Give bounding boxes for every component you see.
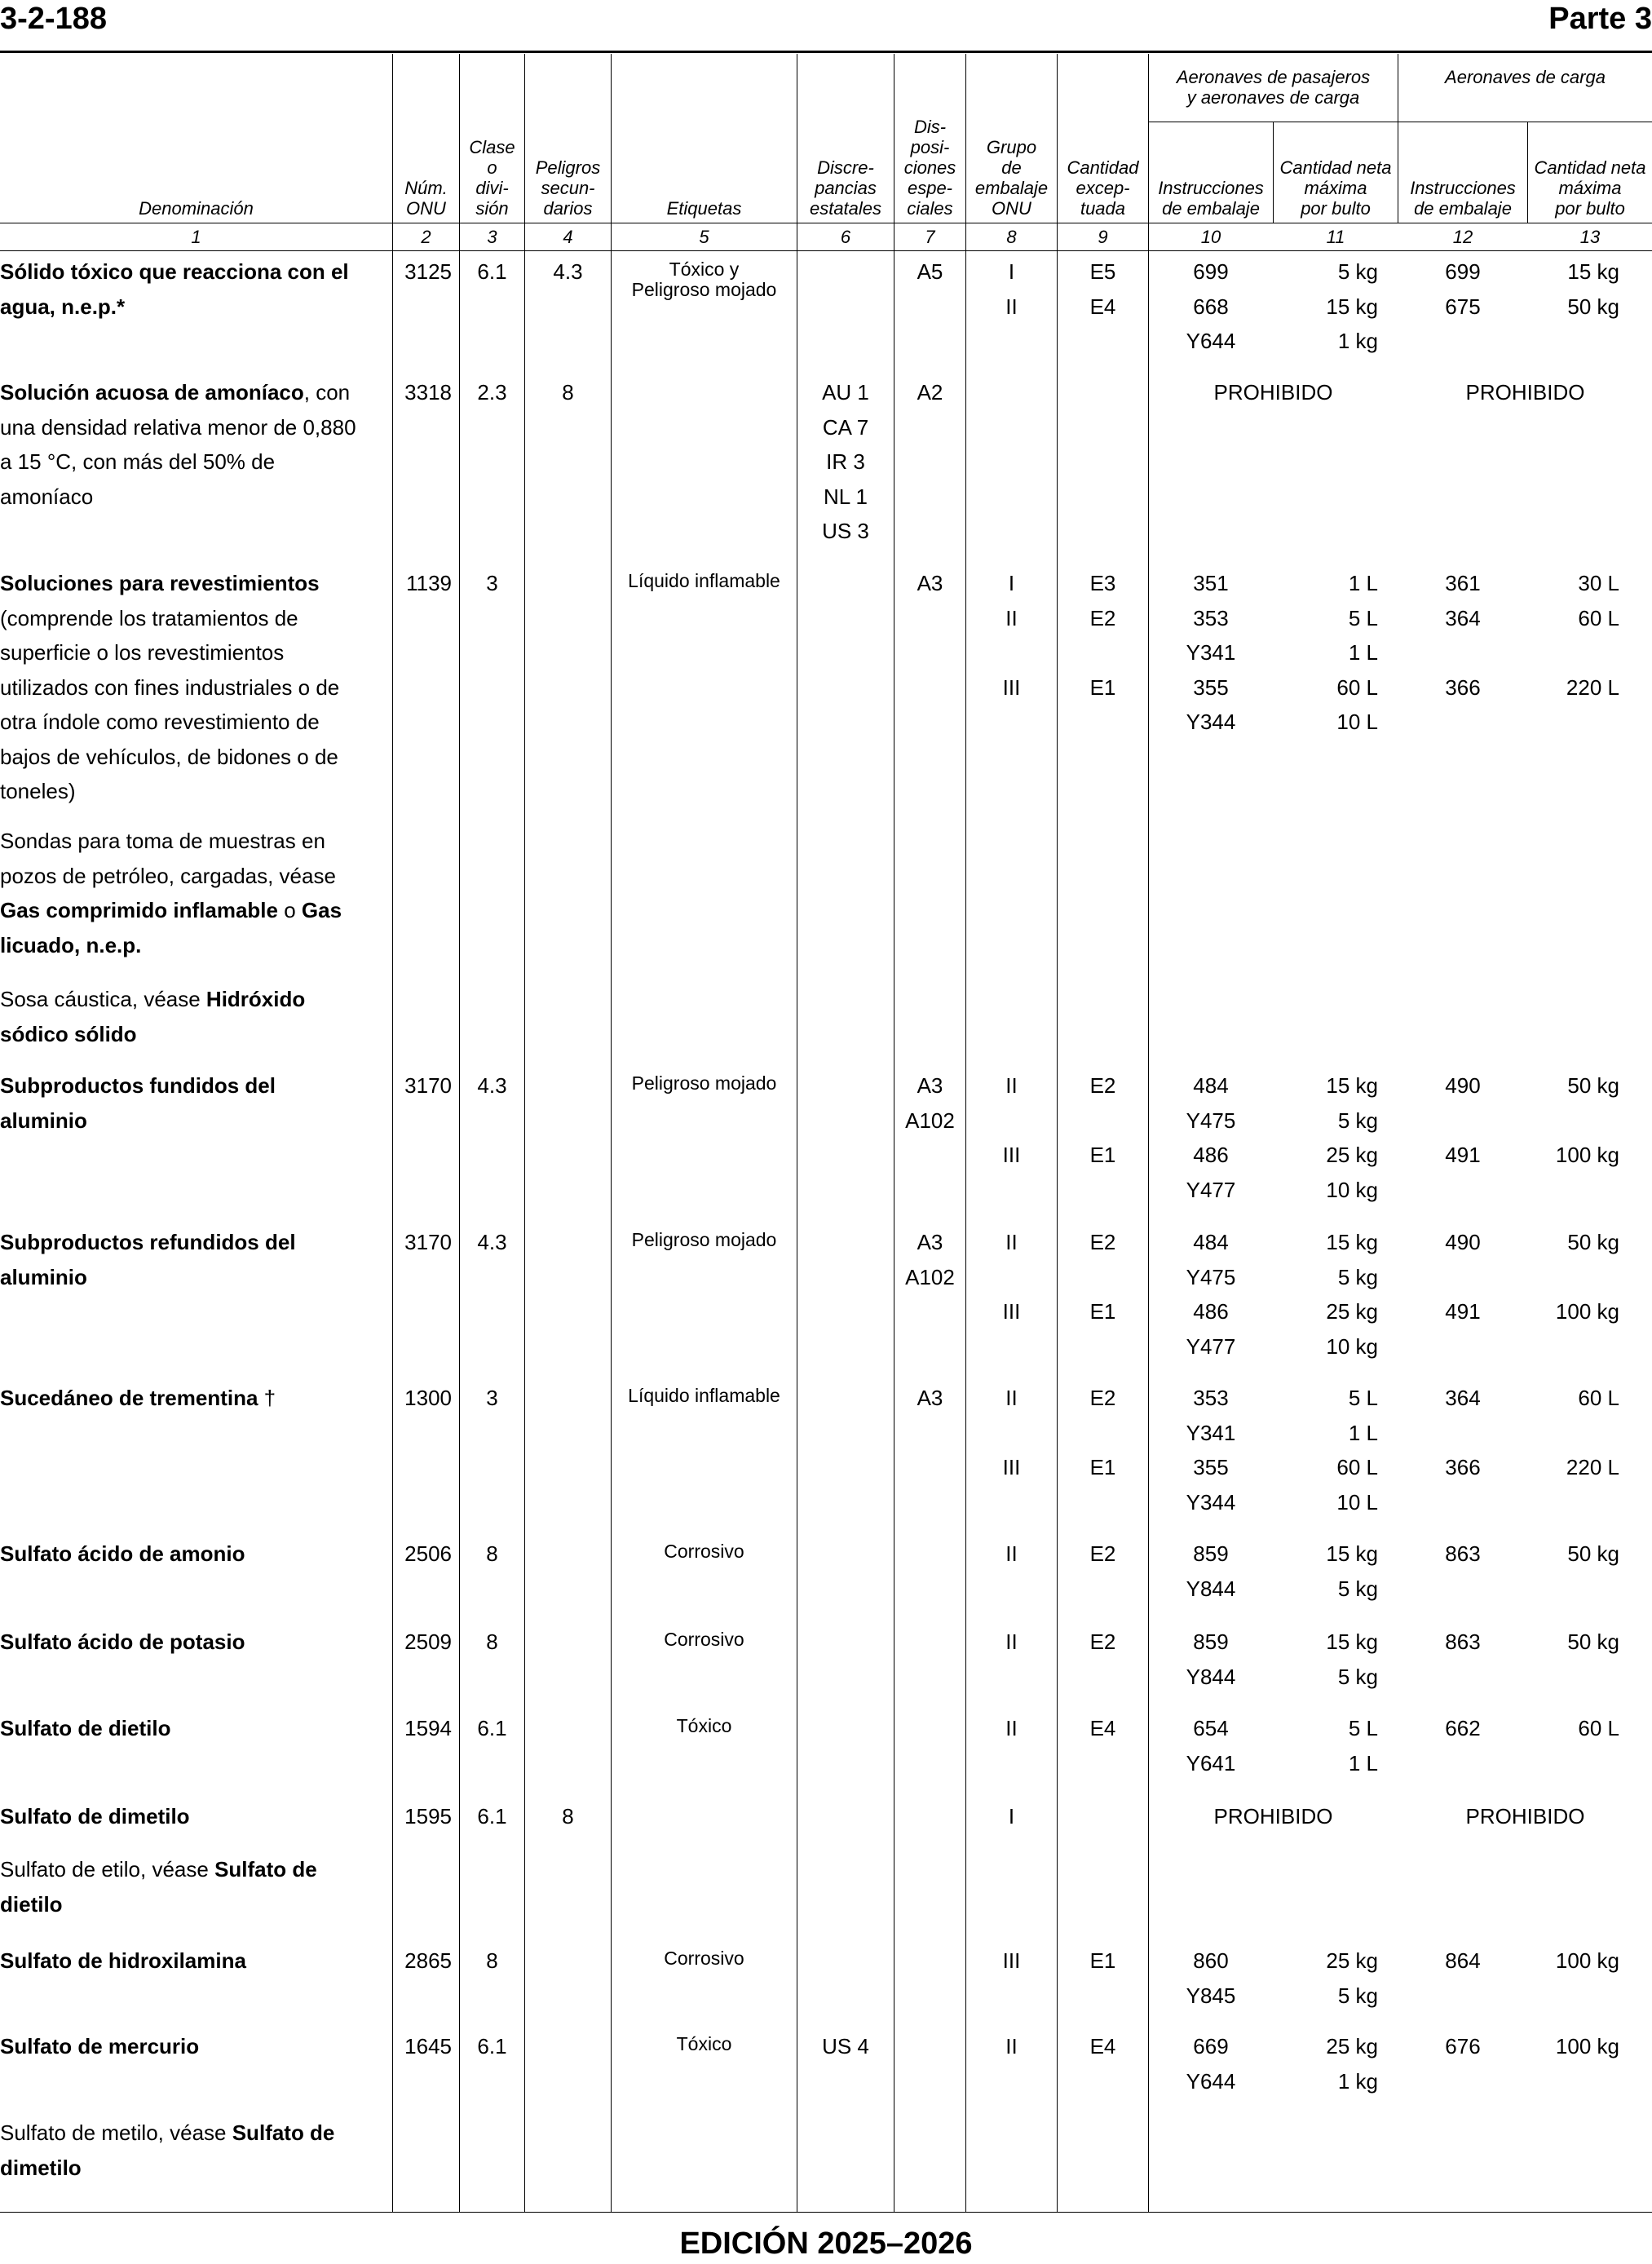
column-number: 13 <box>1579 227 1601 247</box>
column-header-state-variations: Discre- pancias estatales <box>809 157 882 219</box>
un-number: 3170 <box>404 1073 452 1098</box>
cao-packing-instruction: 361 364 366 <box>1445 571 1481 700</box>
pax-packing-instruction: 484 Y475 486 Y477 <box>1186 1230 1236 1359</box>
entry-name: Sulfato de dimetilo <box>0 1804 190 1828</box>
pax-max-quantity: 5 L 1 L <box>1348 1716 1378 1775</box>
edition-footer: EDICIÓN 2025–2026 <box>679 2226 973 2261</box>
excepted-quantity: E2 E1 <box>1089 1073 1116 1167</box>
hazard-label: Tóxico y Peligroso mojado <box>631 259 777 300</box>
pax-max-quantity: 15 kg 5 kg <box>1326 1629 1378 1689</box>
footer-rule <box>0 2212 1652 2213</box>
cao-packing-instruction: 676 <box>1445 2034 1481 2058</box>
cao-packing-instruction: 863 <box>1445 1629 1481 1654</box>
special-provisions: A3 A102 <box>905 1073 955 1133</box>
cao-max-quantity: 60 L <box>1578 1716 1619 1740</box>
entry-name: Sulfato de etilo, véase Sulfato de dietilo <box>0 1857 317 1917</box>
subsidiary-hazard: 8 <box>562 1804 574 1828</box>
column-number: 8 <box>1006 227 1017 247</box>
cao-max-quantity: 100 kg <box>1555 1948 1619 1973</box>
excepted-quantity: E1 <box>1089 1948 1116 1973</box>
cao-packing-instruction: 490 491 <box>1445 1230 1481 1324</box>
class-division: 4.3 <box>477 1073 507 1098</box>
class-division: 3 <box>486 1386 498 1410</box>
pax-max-quantity: 1 L 5 L 1 L 60 L 10 L <box>1336 571 1378 734</box>
pax-max-quantity: 15 kg 5 kg 25 kg 10 kg <box>1326 1230 1378 1359</box>
pax-packing-instruction: 654 Y641 <box>1186 1716 1236 1775</box>
entry-name: Solución acuosa de amoníaco, con una densidad relativa menor de 0,880 a 15 °C, con más del 50% de amoníaco <box>0 380 356 509</box>
pax-packing-instruction: 484 Y475 486 Y477 <box>1186 1073 1236 1202</box>
packing-group: I <box>1008 1804 1015 1828</box>
packing-group: II <box>1005 1629 1018 1654</box>
column-header-subsidiary-hazard: Peligros secun- darios <box>535 157 601 219</box>
class-division: 6.1 <box>477 2034 507 2058</box>
special-provisions: A3 A102 <box>905 1230 955 1289</box>
pax-max-quantity: 5 kg 15 kg 1 kg <box>1326 259 1378 353</box>
entry-name: Sulfato ácido de potasio <box>0 1629 245 1654</box>
class-division: 8 <box>486 1629 498 1654</box>
column-number: 2 <box>421 227 431 247</box>
column-number: 4 <box>563 227 573 247</box>
column-header-un-number: Núm. ONU <box>404 178 448 219</box>
special-provisions: A5 <box>917 259 943 284</box>
excepted-quantity: E2 E1 <box>1089 1230 1116 1324</box>
entry-name: Sólido tóxico que reacciona con el agua, n.e.p.* <box>0 259 349 319</box>
packing-group: II <box>1005 1541 1018 1566</box>
excepted-quantity: E2 E1 <box>1089 1386 1116 1479</box>
cao-max-quantity: 50 kg 100 kg <box>1555 1073 1619 1167</box>
hazard-label: Peligroso mojado <box>631 1072 777 1094</box>
column-header-pax-max-net-quantity: Cantidad neta máxima por bulto <box>1279 157 1392 219</box>
entry-name: Sucedáneo de trementina † <box>0 1386 276 1410</box>
state-variations: AU 1 CA 7 IR 3 NL 1 US 3 <box>822 380 869 543</box>
un-number: 1300 <box>404 1386 452 1410</box>
hazard-label: Corrosivo <box>664 1629 744 1650</box>
column-number: 6 <box>840 227 851 247</box>
hazard-label: Líquido inflamable <box>628 570 780 591</box>
column-number: 11 <box>1326 227 1345 247</box>
entry-name: Sulfato de mercurio <box>0 2034 200 2058</box>
class-division: 4.3 <box>477 1230 507 1254</box>
cao-packing-instruction: 699 675 <box>1445 259 1481 319</box>
cao-max-quantity: 50 kg <box>1567 1629 1619 1654</box>
entry-name: Subproductos refundidos del aluminio <box>0 1230 296 1289</box>
cao-packing-instruction: 863 <box>1445 1541 1481 1566</box>
cao-packing-instruction: 490 491 <box>1445 1073 1481 1167</box>
entry-name: Sosa cáustica, véase Hidróxido sódico sólido <box>0 987 306 1046</box>
pax-max-quantity: 5 L 1 L 60 L 10 L <box>1336 1386 1378 1514</box>
pax-packing-instruction: 859 Y844 <box>1186 1629 1236 1689</box>
entry-name: Sulfato de metilo, véase Sulfato de dimetilo <box>0 2120 335 2180</box>
header-rule <box>0 51 1652 53</box>
part-label: Parte 3 <box>1548 2 1652 36</box>
special-provisions: A2 <box>917 380 943 405</box>
pax-packing-instruction: 351 353 Y341 355 Y344 <box>1186 571 1236 734</box>
class-division: 6.1 <box>477 1716 507 1740</box>
hazard-label: Líquido inflamable <box>628 1385 780 1406</box>
column-header-packing-group: Grupo de embalaje ONU <box>974 137 1049 219</box>
entry-name: Sulfato ácido de amonio <box>0 1541 245 1566</box>
group-header-cargo: Aeronaves de carga <box>1445 67 1606 87</box>
excepted-quantity: E2 <box>1089 1541 1116 1566</box>
column-header-cao-packing-instruction: Instrucciones de embalaje <box>1410 178 1516 219</box>
excepted-quantity: E3 E2 E1 <box>1089 571 1116 700</box>
subsidiary-hazard: 4.3 <box>553 259 583 284</box>
class-division: 6.1 <box>477 259 507 284</box>
hazard-label: Corrosivo <box>664 1948 744 1969</box>
entry-name: Sulfato de dietilo <box>0 1716 171 1740</box>
un-number: 3318 <box>404 380 452 405</box>
excepted-quantity: E4 <box>1089 2034 1116 2058</box>
un-number: 2506 <box>404 1541 452 1566</box>
entry-name: Sondas para toma de muestras en pozos de petróleo, cargadas, véase Gas comprimido inflamable o Gas licuado, n.e.p. <box>0 829 342 957</box>
special-provisions: A3 <box>917 1386 943 1410</box>
un-number: 3170 <box>404 1230 452 1254</box>
column-header-cao-max-net-quantity: Cantidad neta máxima por bulto <box>1534 157 1646 219</box>
column-header-labels: Etiquetas <box>666 198 742 219</box>
pax-packing-instruction: 860 Y845 <box>1186 1948 1236 2008</box>
packing-group: I II III <box>1002 571 1021 700</box>
cao-prohibited: PROHIBIDO <box>1465 1804 1585 1828</box>
cao-max-quantity: 50 kg 100 kg <box>1555 1230 1619 1324</box>
packing-group: II <box>1005 1716 1018 1740</box>
packing-group: II III <box>1002 1386 1021 1479</box>
un-number: 2509 <box>404 1629 452 1654</box>
packing-group: II <box>1005 2034 1018 2058</box>
cao-max-quantity: 100 kg <box>1555 2034 1619 2058</box>
column-header-pax-packing-instruction: Instrucciones de embalaje <box>1158 178 1264 219</box>
column-header-denominacion: Denominación <box>139 198 254 219</box>
column-number: 3 <box>487 227 497 247</box>
excepted-quantity: E5 E4 <box>1089 259 1116 319</box>
cao-packing-instruction: 364 366 <box>1445 1386 1481 1479</box>
hazard-label: Corrosivo <box>664 1541 744 1562</box>
pax-packing-instruction: 669 Y644 <box>1186 2034 1236 2094</box>
pax-max-quantity: 25 kg 1 kg <box>1326 2034 1378 2094</box>
cao-prohibited: PROHIBIDO <box>1465 380 1585 405</box>
packing-group: II III <box>1002 1230 1021 1324</box>
packing-group: III <box>1002 1948 1021 1973</box>
entry-name: Sulfato de hidroxilamina <box>0 1948 246 1973</box>
class-division: 6.1 <box>477 1804 507 1828</box>
cao-max-quantity: 15 kg 50 kg <box>1567 259 1619 319</box>
column-header-excepted-quantity: Cantidad excep- tuada <box>1067 157 1139 219</box>
un-number: 3125 <box>404 259 452 284</box>
un-number: 1594 <box>404 1716 452 1740</box>
subsidiary-hazard: 8 <box>562 380 574 405</box>
excepted-quantity: E4 <box>1089 1716 1116 1740</box>
excepted-quantity: E2 <box>1089 1629 1116 1654</box>
column-header-class: Clase o divi- sión <box>469 137 515 219</box>
entry-name: Soluciones para revestimientos (comprende los tratamientos de superficie o los revestimientos utilizados con fines industriales o de otra índole como revestimiento de bajos de vehículos, de bidones o de toneles) <box>0 571 340 803</box>
hazard-label: Peligroso mojado <box>631 1229 777 1250</box>
column-number: 5 <box>699 227 709 247</box>
column-header-special-provisions: Dis- posi- ciones espe- ciales <box>903 117 956 219</box>
packing-group: I II <box>1005 259 1018 319</box>
column-number: 12 <box>1452 227 1473 247</box>
hazard-label: Tóxico <box>676 2033 732 2054</box>
pax-prohibited: PROHIBIDO <box>1213 380 1333 405</box>
pax-packing-instruction: 859 Y844 <box>1186 1541 1236 1601</box>
un-number: 2865 <box>404 1948 452 1973</box>
column-number: 7 <box>925 227 935 247</box>
pax-max-quantity: 15 kg 5 kg 25 kg 10 kg <box>1326 1073 1378 1202</box>
cao-max-quantity: 50 kg <box>1567 1541 1619 1566</box>
pax-max-quantity: 15 kg 5 kg <box>1326 1541 1378 1601</box>
cao-max-quantity: 30 L 60 L 220 L <box>1566 571 1619 700</box>
un-number: 1645 <box>404 2034 452 2058</box>
packing-group: II III <box>1002 1073 1021 1167</box>
column-number: 9 <box>1098 227 1108 247</box>
column-number: 10 <box>1200 227 1221 247</box>
class-division: 8 <box>486 1948 498 1973</box>
page-number: 3-2-188 <box>0 2 107 36</box>
cao-packing-instruction: 864 <box>1445 1948 1481 1973</box>
state-variations: US 4 <box>822 2034 869 2058</box>
column-number-divider <box>0 250 1652 251</box>
divider <box>611 54 612 2212</box>
class-division: 2.3 <box>477 380 507 405</box>
pax-max-quantity: 25 kg 5 kg <box>1326 1948 1378 2008</box>
pax-prohibited: PROHIBIDO <box>1213 1804 1333 1828</box>
group-header-passenger: Aeronaves de pasajeros y aeronaves de carga <box>1176 67 1371 108</box>
pax-packing-instruction: 699 668 Y644 <box>1186 259 1236 353</box>
hazard-label: Tóxico <box>676 1715 732 1736</box>
cao-packing-instruction: 662 <box>1445 1716 1481 1740</box>
class-division: 8 <box>486 1541 498 1566</box>
cao-max-quantity: 60 L 220 L <box>1566 1386 1619 1479</box>
special-provisions: A3 <box>917 571 943 595</box>
class-division: 3 <box>486 571 498 595</box>
column-number: 1 <box>191 227 201 247</box>
un-number: 1595 <box>404 1804 452 1828</box>
pax-packing-instruction: 353 Y341 355 Y344 <box>1186 1386 1236 1514</box>
entry-name: Subproductos fundidos del aluminio <box>0 1073 276 1133</box>
un-number: 1139 <box>406 571 452 595</box>
